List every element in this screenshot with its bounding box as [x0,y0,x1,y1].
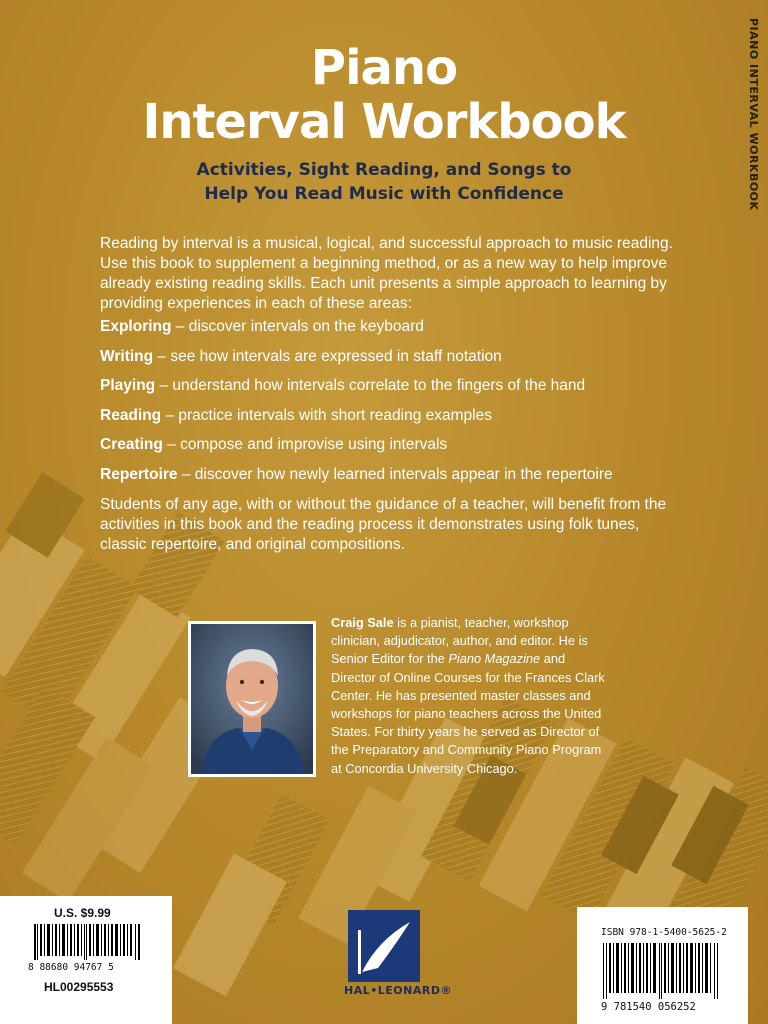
feature-desc: – see how intervals are expressed in staff notation [153,348,502,365]
author-bio-part1: is a pianist, teacher, workshop clinician, adjudicator, author, and editor. He is Senior Editor for the [331,615,588,667]
feature-term: Writing [100,348,154,365]
author-portrait-icon [191,624,313,774]
upc-label [0,896,172,1024]
spine-title: PIANO INTERVAL WORKBOOK [747,18,760,211]
intro-paragraph: Reading by interval is a musical, logical, and successful approach to music reading. Use this book to supplement a beginning method, or as a new way to help improve already existing reading skills. Each unit presents a simple approach to learning by providing experiences in each of these areas: [100,235,673,312]
feature-term: Creating [100,436,163,453]
feature-repertoire [100,466,613,484]
publisher-logo-icon [348,910,420,982]
author-bio [331,614,613,778]
upc-barcode-icon [34,924,142,960]
feature-term: Playing [100,377,156,394]
feature-playing [100,377,585,395]
feature-term: Reading [100,407,162,424]
subtitle-line1: Activities, Sight Reading, and Songs to [196,160,572,180]
outro-paragraph: Students of any age, with or without the guidance of a teacher, will benefit from the activities in this book and the reading process it demonstrates using folk tunes, classic repertoire, and original compositions. [100,496,667,553]
magazine-title: Piano Magazine [448,651,541,667]
item-number: HL00295553 [44,980,114,994]
feature-desc: – discover how newly learned intervals appear in the repertoire [177,466,613,483]
feature-exploring [100,318,424,336]
author-photo [188,621,316,777]
feature-term: Repertoire [100,466,178,483]
ean-number: 9 781540 056252 [601,1001,696,1013]
book-title-line2: Interval Workbook [142,94,626,150]
hal-leonard-logo [348,910,420,982]
feature-desc: – understand how intervals correlate to the fingers of the hand [155,377,586,394]
isbn-barcode-icon [603,943,721,999]
isbn-text: ISBN 978-1-5400-5625-2 [601,927,727,938]
publisher-name: HAL•LEONARD® [344,984,452,997]
author-bio-part2: and Director of Online Courses for the Frances Clark Center. He has presented master classes and workshops for piano teachers across the United States. For thirty years he served as Director of the Preparatory and Community Piano Program at Concordia University Chicago. [331,651,605,776]
author-name: Craig Sale [331,615,394,630]
feature-desc: – compose and improvise using intervals [162,436,448,453]
feature-writing [100,348,502,366]
upc-number: 8 88680 94767 5 [28,962,114,973]
price-text: U.S. $9.99 [54,906,111,920]
subtitle-line2: Help You Read Music with Confidence [204,184,564,204]
feature-desc: – discover intervals on the keyboard [171,318,424,335]
book-title-line1: Piano [310,40,458,96]
feature-desc: – practice intervals with short reading examples [161,407,492,424]
isbn-label [577,907,748,1024]
feature-creating [100,436,447,454]
feature-term: Exploring [100,318,172,335]
feature-reading [100,407,492,425]
